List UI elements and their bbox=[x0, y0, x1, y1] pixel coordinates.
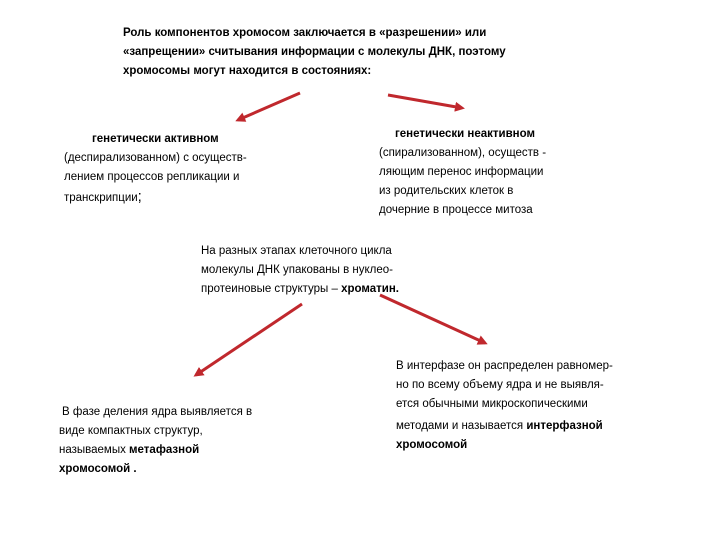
active-line bbox=[64, 187, 247, 208]
chromatin-line-text: протеиновые структуры – bbox=[201, 283, 342, 295]
chromatin-line: На разных этапах клеточного цикла bbox=[201, 245, 392, 257]
interphase-line: В интерфазе он распределен равномер- bbox=[396, 360, 613, 372]
active-line: лением процессов репликации и bbox=[64, 171, 240, 183]
inactive-line: дочерние в процессе митоза bbox=[379, 204, 533, 216]
metaphase-term: метафазной bbox=[129, 444, 200, 456]
active-title: генетически активном bbox=[92, 133, 219, 145]
arrow-to-inactive bbox=[388, 95, 462, 108]
interphase-line bbox=[396, 417, 613, 436]
active-line: (деспирализованном) с осуществ- bbox=[64, 152, 247, 164]
intro-text bbox=[123, 24, 506, 81]
division-line: хромосомой . bbox=[59, 463, 137, 475]
inactive-line: (спирализованном), осуществ - bbox=[379, 147, 547, 159]
division-line: В фазе деления ядра выявляется в bbox=[62, 406, 253, 418]
division-line-text: называемых bbox=[59, 444, 130, 456]
intro-line: «запрещении» считывания информации с молекулы ДНК, поэтому bbox=[123, 46, 506, 58]
inactive-title: генетически неактивном bbox=[395, 128, 536, 140]
chromatin-line bbox=[201, 280, 399, 299]
active-state-block bbox=[64, 130, 247, 208]
interphase-line: но по всему объему ядра и не выявля- bbox=[396, 379, 604, 391]
interphase-term: интерфазной bbox=[526, 420, 603, 432]
inactive-line: ляющим перенос информации bbox=[379, 166, 544, 178]
interphase-line: хромосомой bbox=[396, 439, 468, 451]
arrow-to-interphase bbox=[380, 295, 485, 343]
active-line-text: транскрипции bbox=[64, 192, 138, 204]
intro-line: хромосомы могут находится в состояниях: bbox=[123, 65, 372, 77]
chromatin-term: хроматин. bbox=[341, 283, 399, 295]
chromatin-block bbox=[201, 242, 399, 299]
intro-line: Роль компонентов хромосом заключается в «разрешении» или bbox=[123, 27, 487, 39]
interphase-line-text: методами и называется bbox=[396, 420, 527, 432]
inactive-state-block bbox=[379, 125, 546, 220]
interphase-block bbox=[396, 357, 613, 455]
chromatin-line: молекулы ДНК упакованы в нуклео- bbox=[201, 264, 393, 276]
interphase-line: ется обычными микроскопическими bbox=[396, 398, 588, 410]
division-block bbox=[59, 403, 252, 479]
inactive-line: из родительских клеток в bbox=[379, 185, 514, 197]
division-line: виде компактных структур, bbox=[59, 425, 203, 437]
arrow-to-active bbox=[238, 93, 300, 120]
active-line-semicolon: ; bbox=[137, 188, 142, 205]
arrow-to-metaphase bbox=[196, 304, 302, 375]
division-line bbox=[59, 441, 252, 460]
